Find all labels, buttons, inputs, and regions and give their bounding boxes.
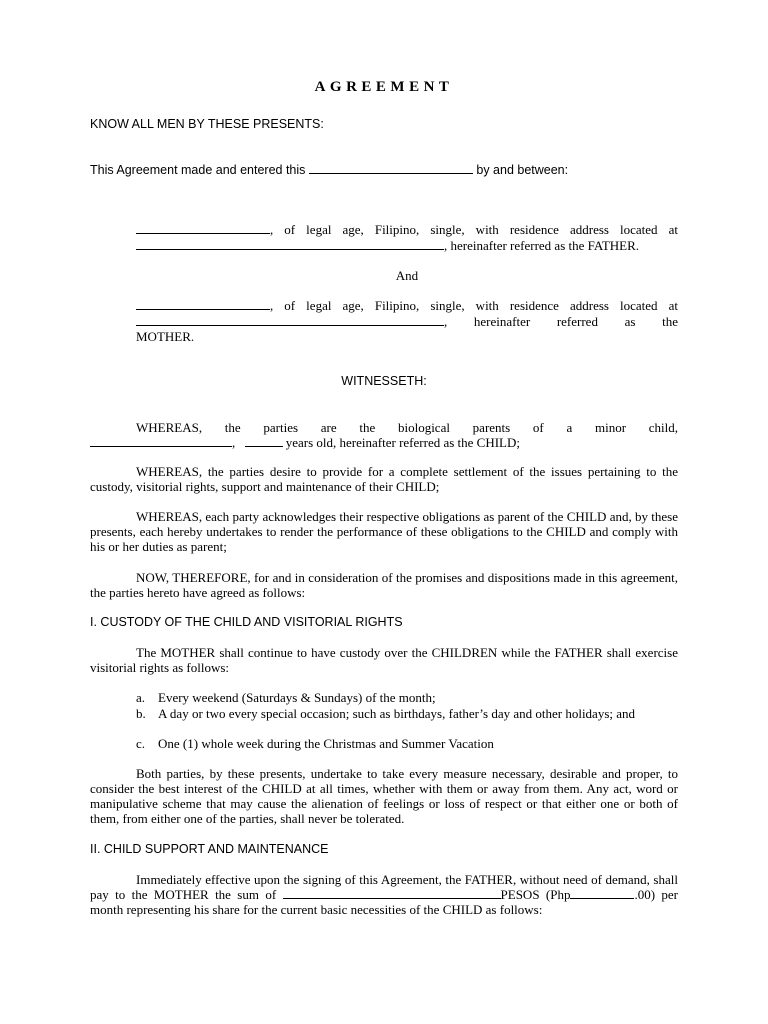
list-marker: b. — [136, 706, 146, 721]
father-address-blank — [136, 238, 444, 250]
list-text: One (1) whole week during the Christmas and Summer Vacation — [158, 736, 494, 751]
intro-text: KNOW ALL MEN BY THESE PRESENTS: — [90, 117, 324, 131]
mother-tail-word: the — [662, 314, 678, 329]
support-paragraph — [90, 872, 678, 917]
whereas1-line-1: WHEREAS, the parties are the biological parents of a minor child, — [136, 420, 678, 435]
amount-number-blank — [570, 887, 634, 899]
and-word: And — [395, 268, 419, 283]
mother-party-text: , of legal age, Filipino, single, with residence address located at — [270, 298, 678, 313]
mother-tail-comma: , — [444, 314, 448, 329]
support-text-c: .00) per month representing his share for the current basic necessities of the CHILD as follows: — [90, 887, 679, 917]
mother-line-3: MOTHER. — [136, 329, 195, 344]
section-2-heading: II. CHILD SUPPORT AND MAINTENANCE — [90, 842, 329, 856]
child-age-blank — [245, 435, 283, 447]
date-blank — [309, 162, 473, 174]
mother-name-blank — [136, 298, 270, 310]
father-line-1 — [136, 222, 678, 237]
father-name-blank — [136, 222, 270, 234]
father-line-2 — [136, 238, 678, 253]
father-party-text: , of legal age, Filipino, single, with residence address located at — [270, 222, 678, 237]
mother-address-blank — [136, 314, 444, 326]
list-text: A day or two every special occasion; such as birthdays, father’s day and other holidays; and — [158, 706, 636, 721]
whereas3: WHEREAS, each party acknowledges their respective obligations as parent of the CHILD and, by these presents, each hereby undertakes to render the performance of these obligations to the CHILD and comply with his or her duties as parent; — [90, 509, 678, 554]
list-text: Every weekend (Saturdays & Sundays) of the month; — [158, 690, 436, 705]
support-text-b: PESOS (Php — [500, 887, 571, 902]
entered-post: by and between: — [476, 163, 569, 177]
support-text-a: Immediately effective upon the signing of this Agreement, the FATHER, without need of demand, shall pay to the MOTHER the sum of — [90, 872, 678, 902]
now-therefore: NOW, THEREFORE, for and in consideration of the promises and dispositions made in this agreement, the parties hereto have agreed as follows: — [90, 570, 678, 600]
list-marker: c. — [136, 736, 146, 751]
list-marker: a. — [136, 690, 146, 705]
father-tail: , hereinafter referred as the FATHER. — [444, 238, 640, 253]
mother-tail-word: hereinafter — [473, 314, 531, 329]
entered-pre: This Agreement made and entered this — [90, 163, 306, 177]
whereas1-tail: years old, hereinafter referred as the CHILD; — [285, 435, 520, 450]
whereas1-line-2 — [90, 435, 678, 450]
mother-address-group — [136, 314, 447, 329]
whereas1-comma: , — [232, 435, 236, 450]
child-name-blank — [90, 435, 232, 447]
both-parties-paragraph: Both parties, by these presents, undertake to take every measure necessary, desirable and proper, to consider the best interest of the CHILD at all times, whether with them or away from them. Any act, word or manipulative scheme that may cause the alienation of feelings or loss of respect or that either one or both of them, from either one of the parties, shall never be tolerated. — [90, 766, 678, 826]
section-1-heading: I. CUSTODY OF THE CHILD AND VISITORIAL RIGHTS — [90, 615, 403, 629]
mother-tail-word: as — [624, 314, 636, 329]
entered-line — [90, 162, 678, 178]
mother-tail-word: referred — [556, 314, 598, 329]
document-title: AGREEMENT — [314, 79, 454, 95]
amount-words-blank — [283, 887, 501, 899]
custody-paragraph: The MOTHER shall continue to have custody over the CHILDREN while the FATHER shall exercise visitorial rights as follows: — [90, 645, 678, 675]
mother-line-1 — [136, 298, 678, 313]
whereas2: WHEREAS, the parties desire to provide for a complete settlement of the issues pertaining to the custody, visitorial rights, support and maintenance of their CHILD; — [90, 464, 678, 494]
mother-line-2 — [136, 314, 678, 329]
witnesseth-heading: WITNESSETH: — [341, 374, 427, 388]
